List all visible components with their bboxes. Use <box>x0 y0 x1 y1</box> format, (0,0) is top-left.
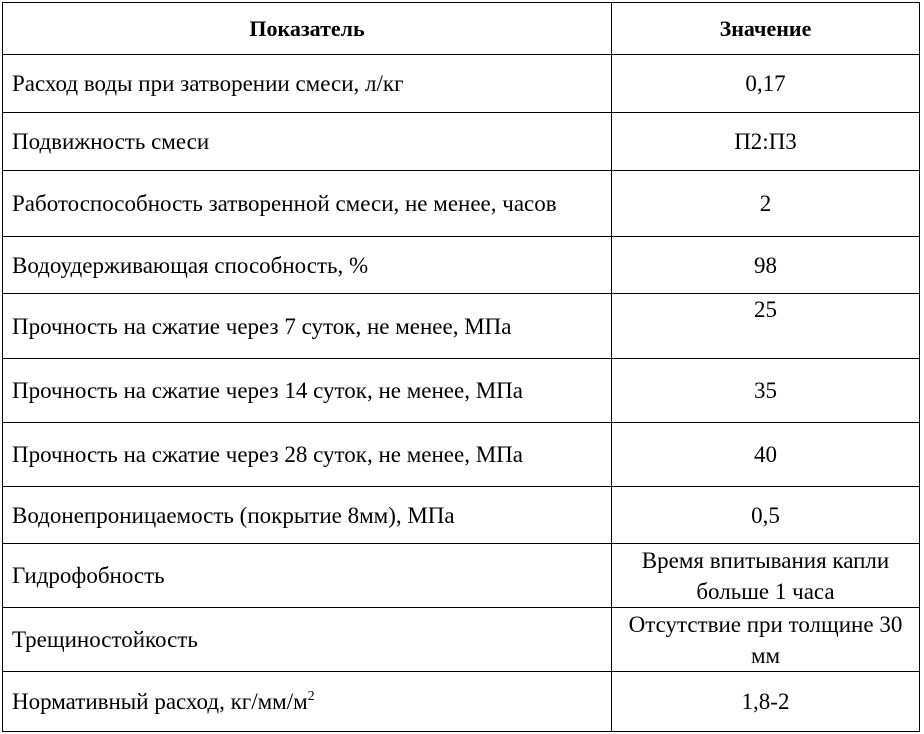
row-value: 98 <box>612 237 920 294</box>
row-name: Работоспособность затворенной смеси, не менее, часов <box>3 171 612 237</box>
header-value: Значение <box>612 3 920 55</box>
row-name: Гидрофобность <box>3 544 612 608</box>
table-row <box>3 171 920 237</box>
row-value: 40 <box>612 423 920 487</box>
table-row <box>3 544 920 608</box>
row-value: 0,17 <box>612 55 920 113</box>
row-value: 1,8-2 <box>612 672 920 732</box>
table-row <box>3 113 920 171</box>
header-name: Показатель <box>3 3 612 55</box>
table-row <box>3 294 920 359</box>
row-value: П2:П3 <box>612 113 920 171</box>
table-row <box>3 608 920 672</box>
properties-table <box>2 2 920 732</box>
row-value: 0,5 <box>612 487 920 544</box>
row-name-superscript: 2 <box>307 689 315 704</box>
row-name: Водоудерживающая способность, % <box>3 237 612 294</box>
table-row <box>3 672 920 732</box>
table-row <box>3 487 920 544</box>
row-name: Подвижность смеси <box>3 113 612 171</box>
row-name: Водонепроницаемость (покрытие 8мм), МПа <box>3 487 612 544</box>
table-row <box>3 359 920 423</box>
row-name-text: Нормативный расход, кг/мм/м <box>12 689 308 714</box>
row-name <box>3 672 612 732</box>
row-name: Прочность на сжатие через 14 суток, не менее, МПа <box>3 359 612 423</box>
row-value: 35 <box>612 359 920 423</box>
table-row <box>3 237 920 294</box>
row-name: Прочность на сжатие через 28 суток, не менее, МПа <box>3 423 612 487</box>
row-value: Время впитывания капли больше 1 часа <box>612 544 920 608</box>
row-name: Расход воды при затворении смеси, л/кг <box>3 55 612 113</box>
header-row <box>3 3 920 55</box>
row-value: 2 <box>612 171 920 237</box>
table-row <box>3 423 920 487</box>
row-name: Трещиностойкость <box>3 608 612 672</box>
row-value: Отсутствие при толщине 30 мм <box>612 608 920 672</box>
row-name: Прочность на сжатие через 7 суток, не менее, МПа <box>3 294 612 359</box>
row-value: 25 <box>612 294 920 359</box>
table-row <box>3 55 920 113</box>
